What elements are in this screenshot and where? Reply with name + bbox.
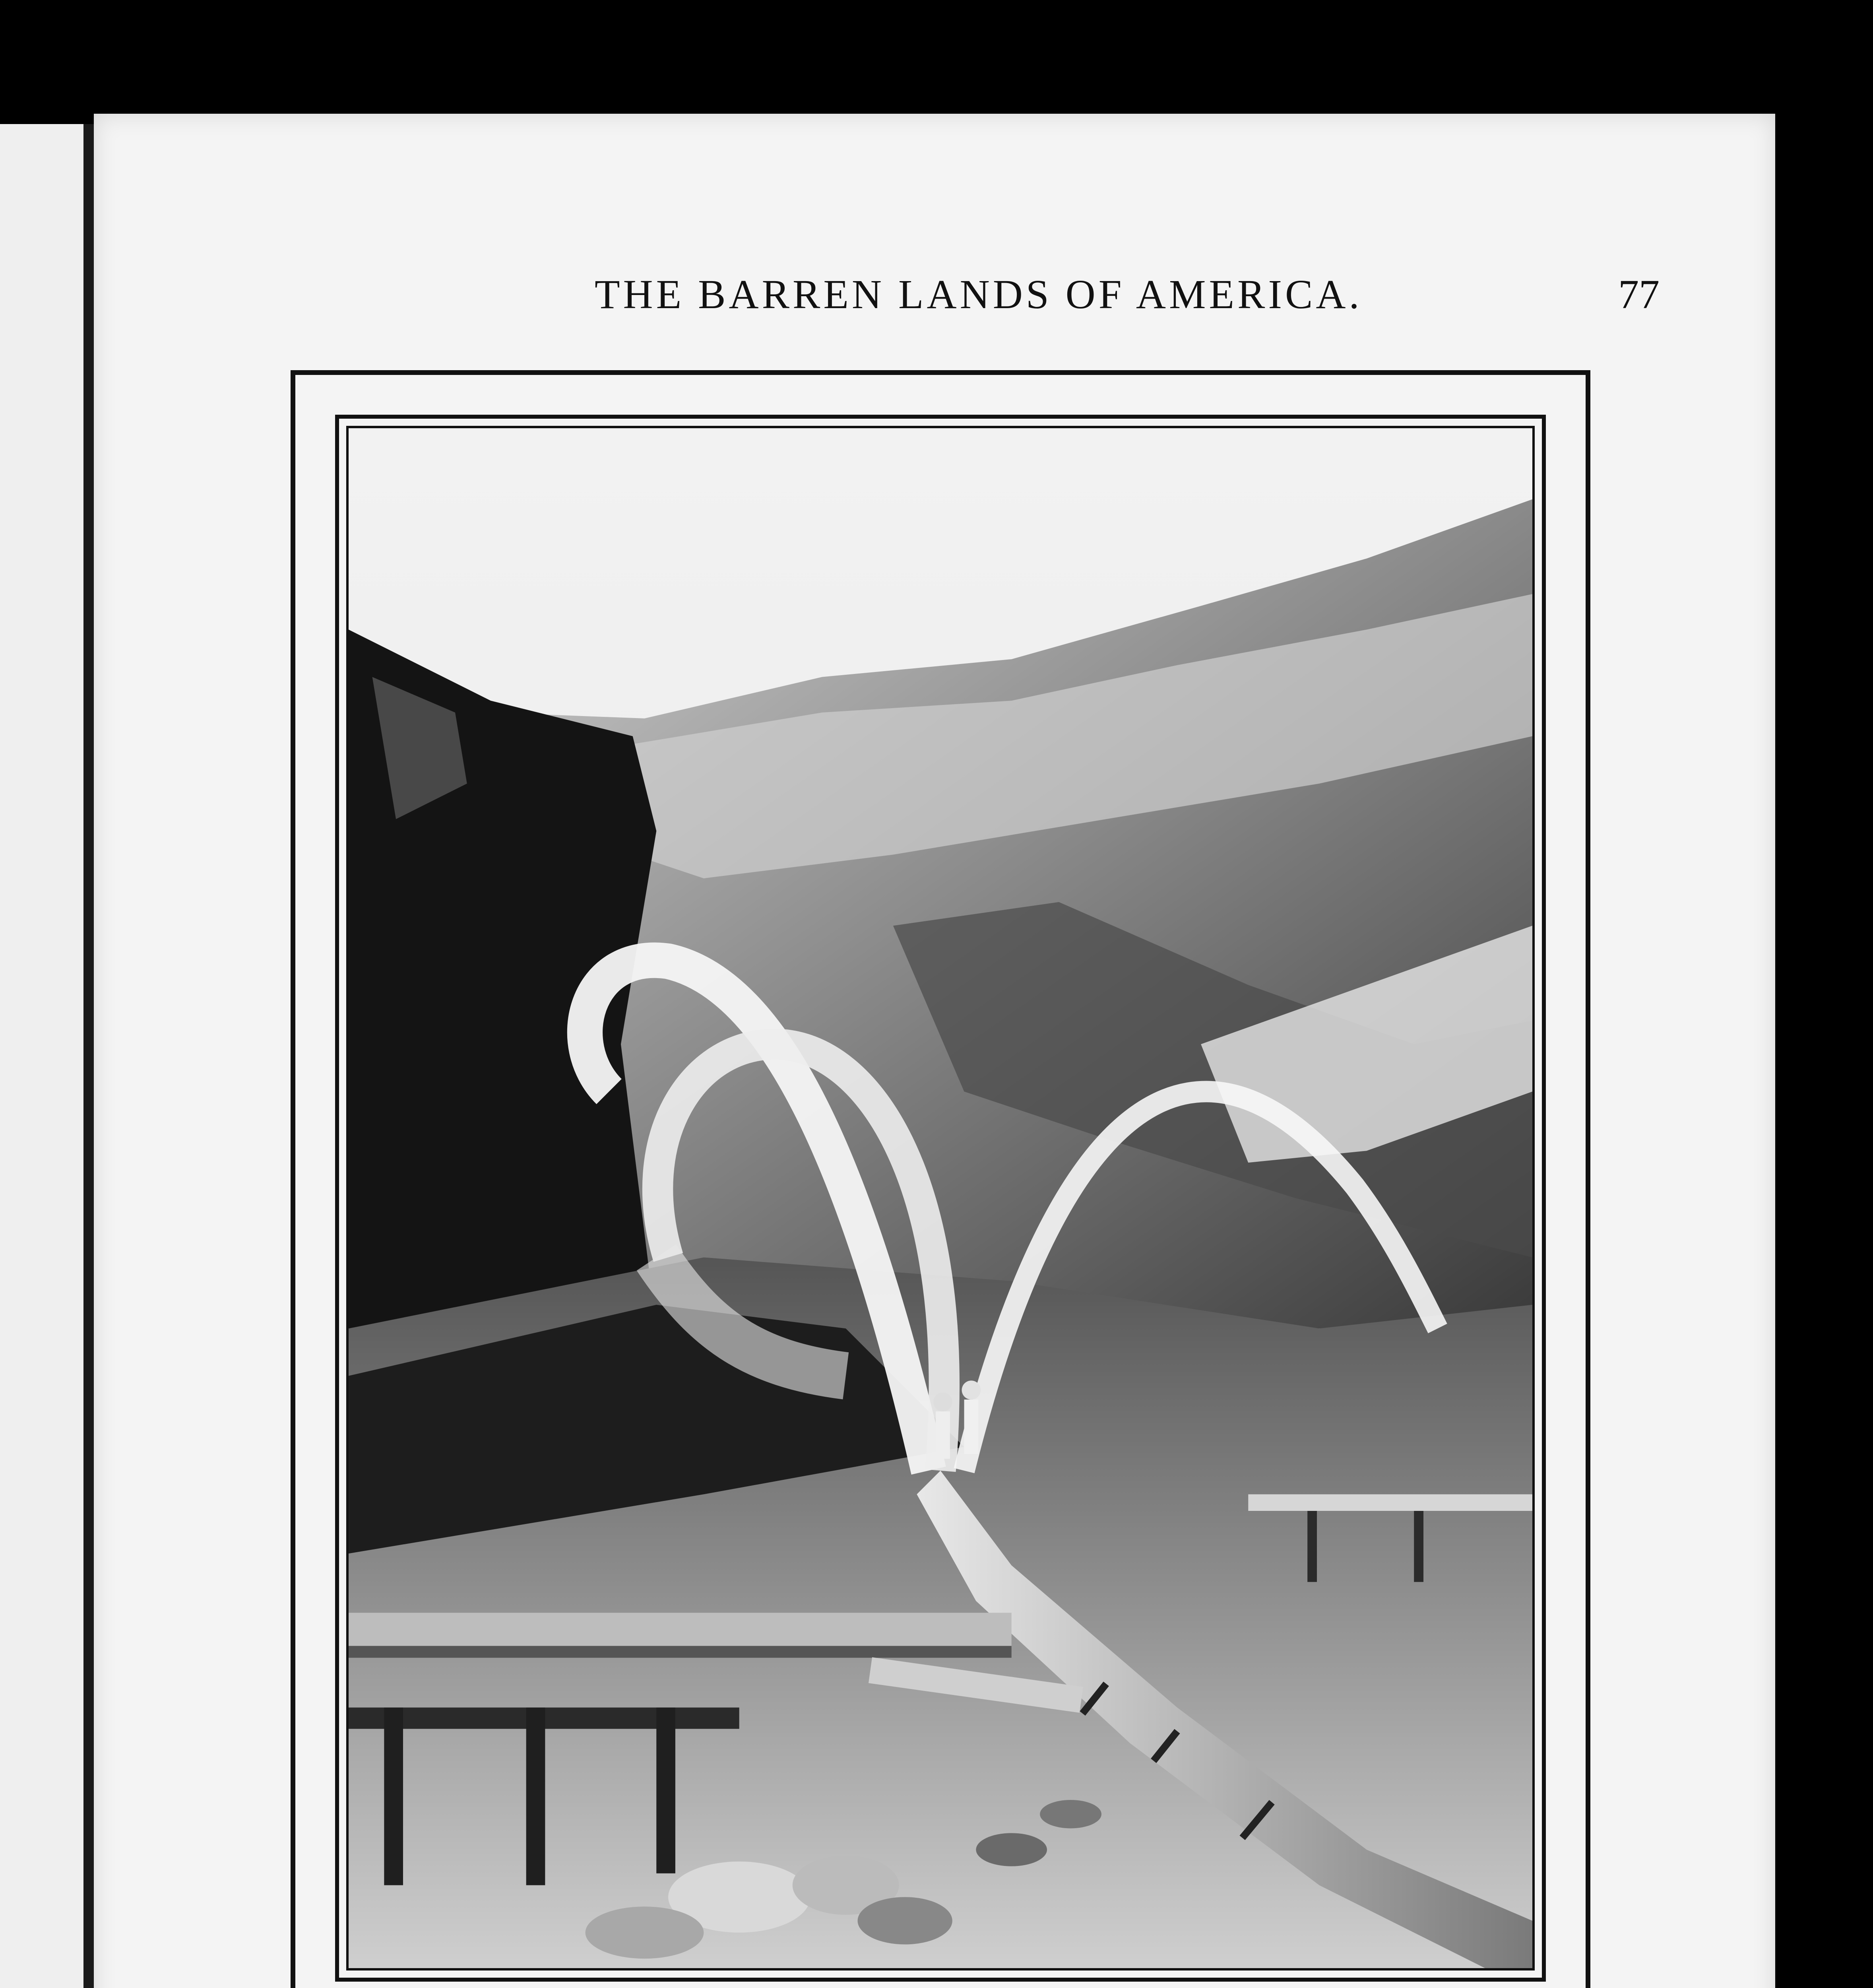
running-header: [94, 271, 1775, 322]
figure-inner-border: [335, 415, 1546, 1982]
book-page: [94, 114, 1775, 1988]
figure-photo-border: [346, 426, 1535, 1971]
figure-frame: [291, 370, 1590, 1988]
excavation-photograph: [349, 428, 1532, 1968]
previous-page-edge: [0, 124, 94, 1988]
page-number: 77: [1618, 272, 1660, 317]
running-title: THE BARREN LANDS OF AMERICA.: [595, 272, 1363, 317]
